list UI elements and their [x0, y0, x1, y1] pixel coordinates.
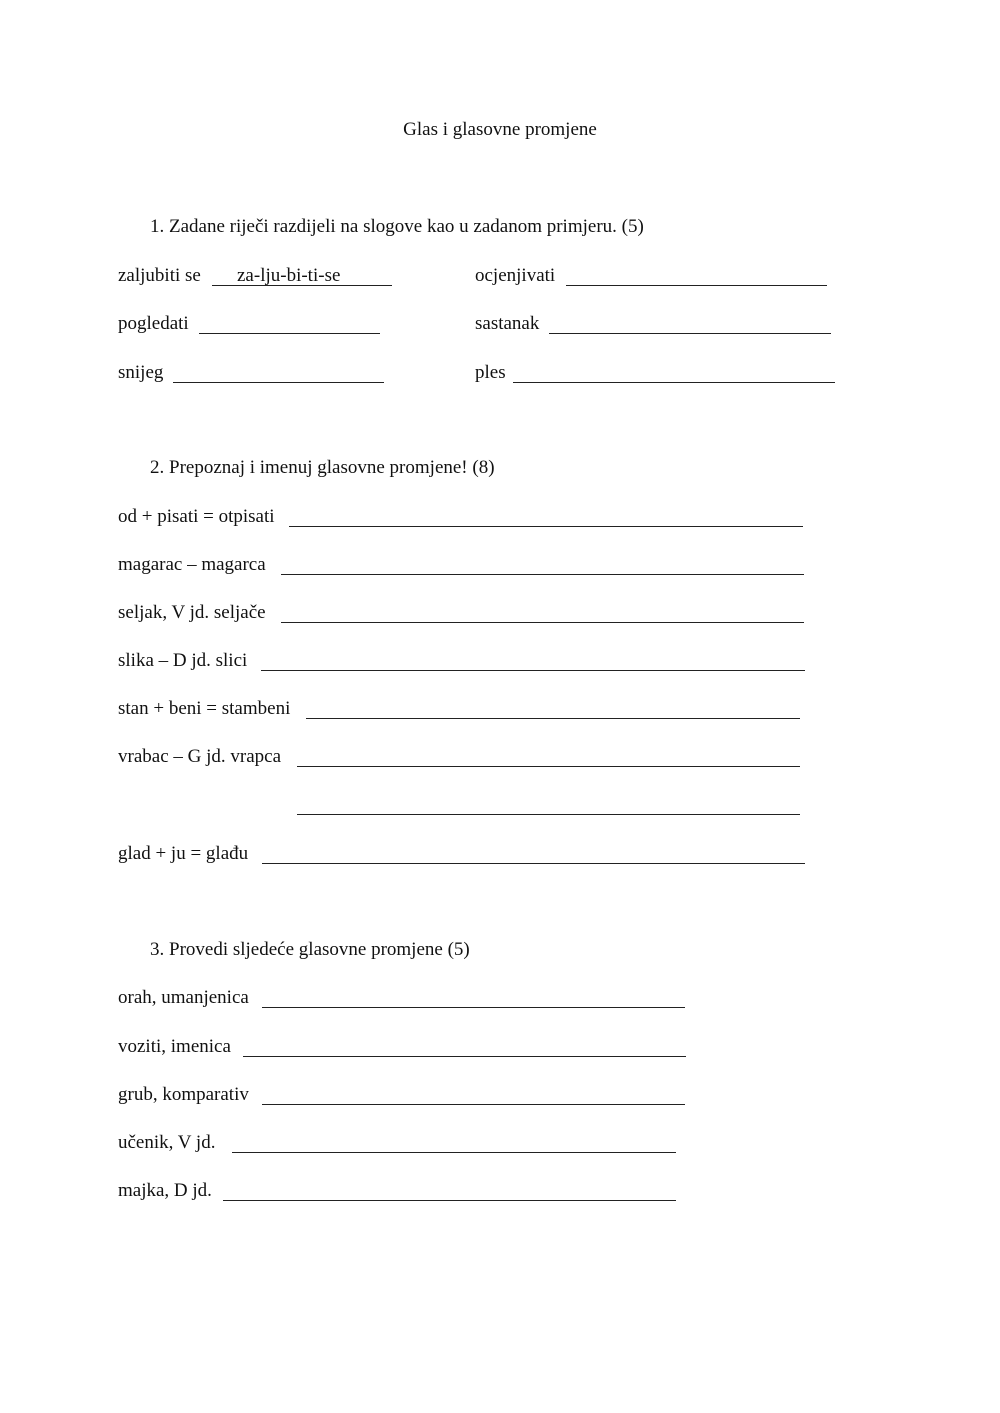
task2-answer-line-vrapca[interactable] — [297, 766, 800, 767]
task2-label-gladu: glad + ju = glađu — [118, 843, 249, 864]
task3-answer-line-ucenik[interactable] — [232, 1152, 676, 1153]
task1-label-ocjenjivati: ocjenjivati — [475, 265, 556, 286]
task1-answer-line-sastanak[interactable] — [549, 333, 831, 334]
task2-label-stambeni: stan + beni = stambeni — [118, 698, 291, 719]
task2-answer-line-magarca[interactable] — [281, 574, 804, 575]
task2-answer-line-otpisati[interactable] — [289, 526, 803, 527]
task3-heading: 3. Provedi sljedeće glasovne promjene (5) — [150, 939, 470, 960]
task2-answer-line-gladu[interactable] — [262, 863, 805, 864]
task3-label-grub: grub, komparativ — [118, 1084, 249, 1105]
task2-answer-line-vrapca-extra[interactable] — [297, 814, 800, 815]
task1-answer-line-snijeg[interactable] — [173, 382, 384, 383]
task3-answer-line-grub[interactable] — [262, 1104, 685, 1105]
task1-label-ples: ples — [475, 362, 506, 383]
task2-answer-line-seljace[interactable] — [281, 622, 804, 623]
task2-heading: 2. Prepoznaj i imenuj glasovne promjene! (8) — [150, 457, 495, 478]
task2-answer-line-stambeni[interactable] — [306, 718, 800, 719]
task1-label-pogledati: pogledati — [118, 313, 189, 334]
task3-label-ucenik: učenik, V jd. — [118, 1132, 216, 1153]
task1-label-zaljubiti: zaljubiti se — [118, 265, 201, 286]
task2-label-slici: slika – D jd. slici — [118, 650, 248, 671]
task1-answer-line-ples[interactable] — [513, 382, 835, 383]
task2-label-magarca: magarac – magarca — [118, 554, 266, 575]
task1-heading: 1. Zadane riječi razdijeli na slogove kao u zadanom primjeru. (5) — [150, 216, 644, 237]
task1-example-answer: za-lju-bi-ti-se — [237, 265, 341, 286]
task3-label-orah: orah, umanjenica — [118, 987, 249, 1008]
task2-label-vrapca: vrabac – G jd. vrapca — [118, 746, 282, 767]
page-title: Glas i glasovne promjene — [403, 119, 597, 140]
task2-answer-line-slici[interactable] — [261, 670, 805, 671]
task1-answer-line-ocjenjivati[interactable] — [566, 285, 827, 286]
task1-label-snijeg: snijeg — [118, 362, 164, 383]
task1-answer-line-pogledati[interactable] — [199, 333, 380, 334]
task2-label-otpisati: od + pisati = otpisati — [118, 506, 275, 527]
task3-label-voziti: voziti, imenica — [118, 1036, 231, 1057]
task3-label-majka: majka, D jd. — [118, 1180, 212, 1201]
task3-answer-line-majka[interactable] — [223, 1200, 676, 1201]
task3-answer-line-voziti[interactable] — [243, 1056, 686, 1057]
task3-answer-line-orah[interactable] — [262, 1007, 685, 1008]
task1-label-sastanak: sastanak — [475, 313, 540, 334]
task2-label-seljace: seljak, V jd. seljače — [118, 602, 266, 623]
